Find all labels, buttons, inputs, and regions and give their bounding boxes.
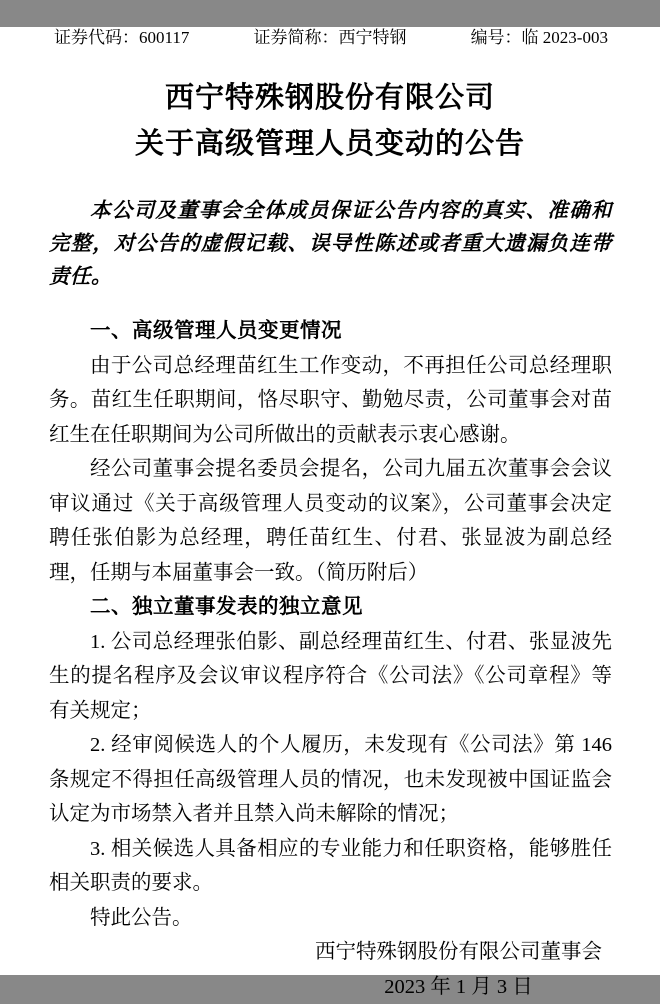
paragraph-management-change-2: 经公司董事会提名委员会提名，公司九届五次董事会会议审议通过《关于高级管理人员变动的议案》，公司董事会决定聘任张伯影为总经理，聘任苗红生、付君、张显波为副总经理，任期与本届董事会一致。（简历附后） <box>49 452 612 590</box>
paragraph-management-change-1: 由于公司总经理苗红生工作变动，不再担任公司总经理职务。苗红生任职期间，恪尽职守、勤勉尽责，公司董事会对苗红生在任职期间为公司所做出的贡献表示衷心感谢。 <box>49 349 612 453</box>
signature-block <box>0 935 602 1004</box>
stock-abbreviation: 证券简称：西宁特钢 <box>253 27 406 49</box>
section-heading-1: 一、高级管理人员变更情况 <box>49 314 612 349</box>
section-heading-2: 二、独立董事发表的独立意见 <box>49 590 612 625</box>
signature-inner <box>315 935 602 1004</box>
paragraph-opinion-2: 2. 经审阅候选人的个人履历，未发现有《公司法》第 146 条规定不得担任高级管理人员的情况，也未发现被中国证监会认定为市场禁入者并且禁入尚未解除的情况； <box>49 728 612 832</box>
signature-company: 西宁特殊钢股份有限公司董事会 <box>315 935 602 970</box>
stock-code: 证券代码：600117 <box>54 27 189 49</box>
document-body <box>49 314 612 935</box>
signature-date: 2023 年 1 月 3 日 <box>315 970 602 1004</box>
announcement-title-line: 关于高级管理人员变动的公告 <box>0 121 660 167</box>
document-title <box>0 75 660 167</box>
paragraph-closing: 特此公告。 <box>49 901 612 936</box>
paragraph-opinion-3: 3. 相关候选人具备相应的专业能力和任职资格，能够胜任相关职责的要求。 <box>49 832 612 901</box>
document-header <box>54 27 608 49</box>
disclaimer-paragraph: 本公司及董事会全体成员保证公告内容的真实、准确和完整，对公告的虚假记载、误导性陈述或者重大遗漏负连带责任。 <box>49 195 612 294</box>
paragraph-opinion-1: 1. 公司总经理张伯影、副总经理苗红生、付君、张显波先生的提名程序及会议审议程序符合《公司法》《公司章程》等有关规定； <box>49 625 612 729</box>
company-name-title-line: 西宁特殊钢股份有限公司 <box>0 75 660 121</box>
announcement-page <box>0 27 660 975</box>
announcement-number: 编号：临 2023-003 <box>471 27 608 49</box>
